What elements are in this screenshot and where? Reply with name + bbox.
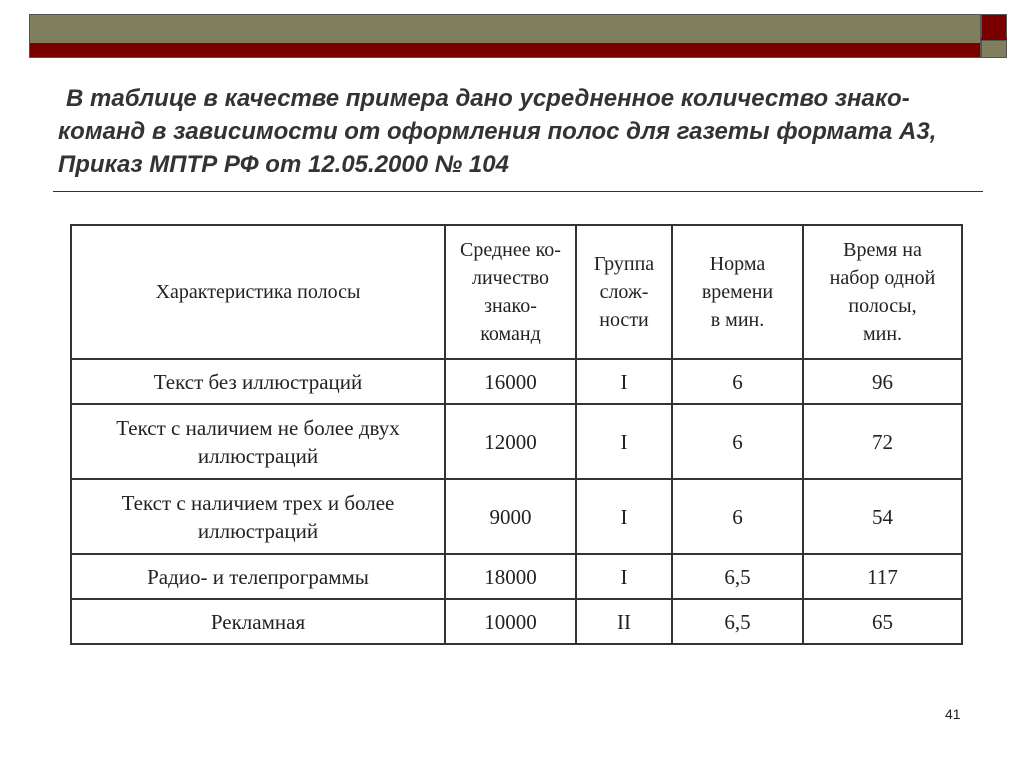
title-line-3: Приказ МПТР РФ от 12.05.2000 № 104 [58, 151, 509, 178]
header-characteristic: Характеристика полосы [71, 225, 445, 359]
corner-square-olive [981, 40, 1007, 58]
table-row [71, 479, 962, 554]
title-line-2: команд в зависимости от оформления полос для газеты формата А3, [58, 118, 937, 145]
cell-avg-chars: 16000 [445, 359, 576, 404]
cell-avg-chars: 9000 [445, 479, 576, 554]
cell-norm: 6 [672, 359, 803, 404]
cell-group: II [576, 599, 672, 644]
title-divider [53, 191, 983, 192]
cell-time: 117 [803, 554, 962, 599]
cell-time: 72 [803, 404, 962, 479]
cell-group: I [576, 554, 672, 599]
table-row [71, 554, 962, 599]
header-avg-chars: Среднее ко- личество знако- команд [445, 225, 576, 359]
title-line-1: В таблице в качестве примера дано усредненное количество знако- [66, 85, 910, 112]
cell-characteristic: Рекламная [71, 599, 445, 644]
cell-norm: 6 [672, 479, 803, 554]
header-band-accent [30, 43, 980, 57]
table-header-row [71, 225, 962, 359]
cell-group: I [576, 359, 672, 404]
header-time: Время на набор одной полосы, мин. [803, 225, 962, 359]
cell-norm: 6,5 [672, 599, 803, 644]
chars-table [70, 224, 963, 645]
header-norm: Норма времени в мин. [672, 225, 803, 359]
cell-characteristic: Текст без иллюстраций [71, 359, 445, 404]
table-row [71, 404, 962, 479]
header-group: Группа слож- ности [576, 225, 672, 359]
corner-square-accent [981, 14, 1007, 40]
cell-norm: 6,5 [672, 554, 803, 599]
cell-group: I [576, 404, 672, 479]
cell-time: 65 [803, 599, 962, 644]
table-row [71, 599, 962, 644]
table-row [71, 359, 962, 404]
cell-characteristic: Текст с наличием не более двух иллюстраций [71, 404, 445, 479]
header-band [29, 14, 981, 58]
cell-characteristic: Текст с наличием трех и более иллюстраций [71, 479, 445, 554]
cell-time: 54 [803, 479, 962, 554]
page-number: 41 [945, 706, 961, 722]
slide-title [58, 82, 978, 181]
cell-avg-chars: 10000 [445, 599, 576, 644]
cell-avg-chars: 12000 [445, 404, 576, 479]
cell-time: 96 [803, 359, 962, 404]
cell-group: I [576, 479, 672, 554]
cell-norm: 6 [672, 404, 803, 479]
cell-avg-chars: 18000 [445, 554, 576, 599]
cell-characteristic: Радио- и телепрограммы [71, 554, 445, 599]
